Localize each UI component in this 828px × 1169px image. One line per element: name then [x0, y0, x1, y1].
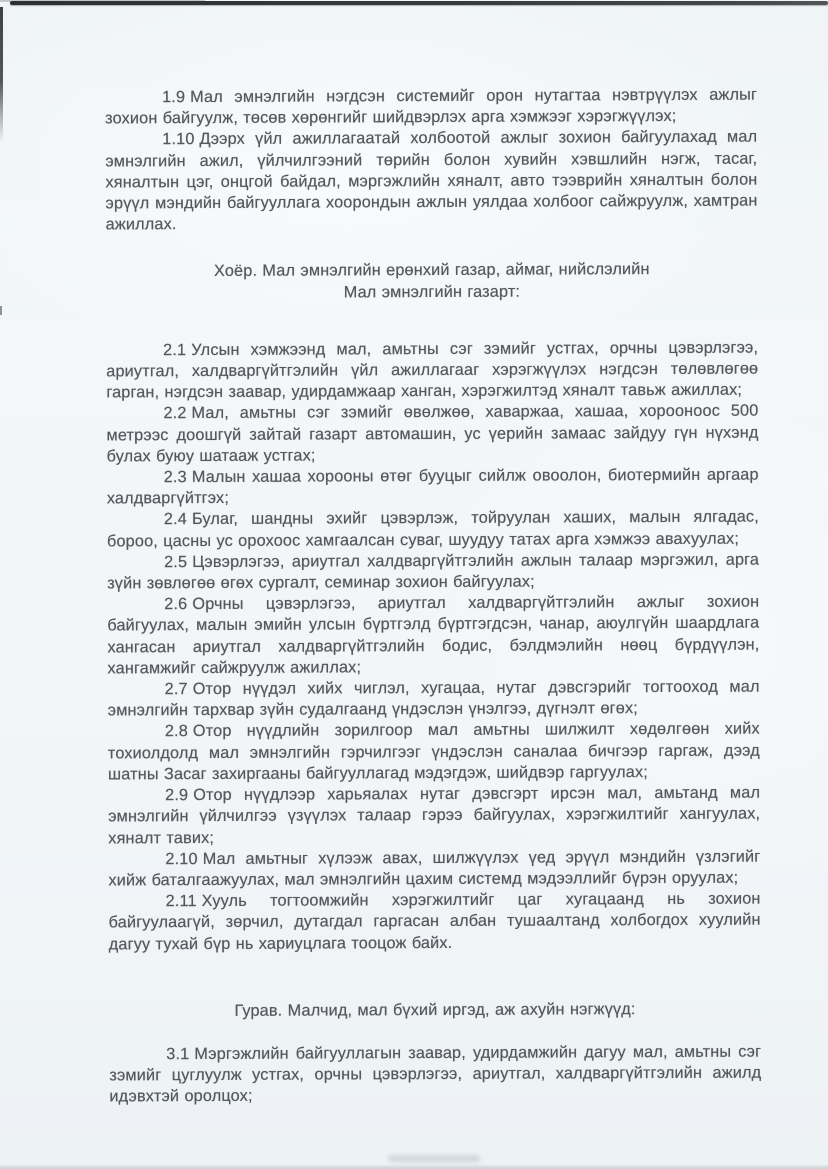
paragraph-2-6 — [107, 592, 759, 680]
clause-text-2-11: Хууль тогтоомжийн хэрэгжилтийг цаг хугацаанд нь зохион байгуулаагүй, зөрчил, дутагдал гаргасан албан тушаалтанд холбогдох хуулийн дагуу тухай бүр нь хариуцлага тооцож байх. — [108, 889, 761, 953]
paragraph-2-4 — [107, 507, 759, 552]
paragraph-1-10 — [105, 127, 757, 236]
clause-number-2-1: 2.1 — [163, 340, 187, 359]
paragraph-2-8 — [108, 719, 760, 785]
paragraph-2-11 — [109, 889, 761, 955]
clause-text-2-6: Орчны цэвэрлэгээ, ариутгал халдваргүйтгэлийн ажлыг зохион байгуулах, малын эмийн улсын бүртгэлд бүртгэгдсэн, чанар, аюулгүйн шаардлага хангасан ариутгал халдваргүйтгэлийн бодис, бэлдмэлийн нөөц бүрдүүлэн, хангамжийг сайжруулж ажиллах; — [107, 592, 760, 678]
clause-text-2-9: Отор нүүдлээр харьяалах нутаг дэвсгэрт ирсэн мал, амьтанд мал эмнэлгийн үйлчилгээ үзүүлэх талаар гэрээ байгуулах, хэрэгжилтийг хангуулах, хяналт тавих; — [108, 783, 761, 847]
clause-text-2-10: Мал амьтныг хүлээж авах, шилжүүлэх үед эрүүл мэндийн үзлэгийг хийж баталгаажуулах, мал эмнэлгийн цахим системд мэдээллийг бүрэн оруулах; — [108, 847, 761, 890]
paragraph-2-10 — [108, 846, 760, 891]
clause-number-2-6: 2.6 — [164, 595, 188, 614]
paragraph-3-1 — [109, 1041, 761, 1107]
clause-text-2-2: Мал, амьтны сэг зэмийг өвөлжөө, хаваржаа, хашаа, хорооноос 500 метрээс доошгүй зайтай газарт автомашин, ус үерийн замаас зайдуу гүн нүхэнд булах буюу шатааж устгах; — [106, 402, 759, 466]
scan-edge-left-tick — [0, 306, 2, 315]
clause-number-2-11: 2.11 — [165, 892, 197, 911]
document-content — [105, 85, 761, 1108]
clause-number-1-9: 1.9 — [162, 88, 186, 107]
scan-edge-bottom — [0, 1164, 828, 1169]
section-three-heading-line: Гурав. Малчид, мал бүхий иргэд, аж ахуйн нэгжүүд: — [234, 999, 636, 1020]
paragraph-2-9 — [108, 783, 760, 849]
paragraph-2-5 — [107, 549, 759, 594]
clause-number-2-8: 2.8 — [164, 722, 188, 741]
clause-number-2-4: 2.4 — [163, 510, 188, 529]
clause-number-2-10: 2.10 — [165, 849, 198, 868]
clause-number-2-7: 2.7 — [164, 680, 188, 699]
clause-text-2-1: Улсын хэмжээнд мал, амьтны сэг зэмийг устгах, орчны цэвэрлэгээ, ариутгал, халдваргүйтгэлийн үйл ажиллагааг хэрэгжүүлэх нэгдсэн төлөвлөгөө гарган, нэгдсэн заавар, удирдамжаар ханган, хэрэгжилтэд хяналт тавьж ажиллах; — [106, 338, 759, 402]
clause-text-1-9: Мал эмнэлгийн нэгдсэн системийг орон нутагтаа нэвтрүүлэх ажлыг зохион байгуулж, төсөв хөрөнгийг шийдвэрлэх арга хэмжээг хэрэгжүүлэх; — [105, 85, 758, 128]
paragraph-2-1 — [106, 337, 758, 403]
clause-number-3-1: 3.1 — [166, 1044, 190, 1064]
section-two-heading-line2: Мал эмнэлгийн газарт: — [343, 282, 521, 302]
clause-text-2-4: Булаг, шандны эхийг цэвэрлэж, тойруулан хаших, малын ялгадас, бороо, цасны ус орохоос хамгаалсан суваг, шуудуу татах арга хэмжээ авахуулах; — [106, 508, 759, 551]
paragraph-2-3 — [107, 465, 759, 510]
clause-number-2-9: 2.9 — [165, 786, 189, 805]
section-three-heading — [109, 998, 761, 1022]
clause-text-2-7: Отор нүүдэл хийх чиглэл, хугацаа, нутаг дэвсгэрийг тогтооход мал эмнэлгийн тархвар зүйн судалгаанд үндэслэн үнэлгээ, дүгнэлт өгөх; — [107, 677, 760, 720]
clause-text-3-1: Мэргэжлийн байгууллагын заавар, удирдамжийн дагуу мал, амьтны сэг зэмийг цуглуулж устгах, орчны цэвэрлэгээ, ариутгал, халдваргүйтгэлийн ажилд идэвхтэй оролцох; — [109, 1042, 762, 1106]
clause-number-2-3: 2.3 — [163, 468, 187, 487]
clause-number-1-10: 1.10 — [162, 130, 195, 149]
scan-edge-top — [10, 1, 828, 5]
scan-edge-left — [0, 7, 3, 142]
clause-text-2-8: Отор нүүдлийн зорилгоор мал амьтны шилжилт хөдөлгөөн хийх тохиолдолд мал эмнэлгийн гэрчилгээг үндэслэн саналаа бичгээр гаргаж, дээд шатны Засаг захиргааны байгууллагад мэдэгдэж, шийдвэр гаргуулах; — [107, 720, 760, 784]
section-two-heading-line1: Хоёр. Мал эмнэлгийн ерөнхий газар, аймаг, нийслэлийн — [213, 260, 650, 281]
clause-text-2-3: Малын хашаа хорооны өтөг бууцыг сийлж овоолон, биотермийн аргаар халдваргүйтгэх; — [106, 465, 759, 508]
clause-number-2-2: 2.2 — [163, 404, 187, 423]
paragraph-2-7 — [108, 677, 760, 722]
clause-text-2-5: Цэвэрлэгээ, ариутгал халдваргүйтгэлийн ажлын талаар мэргэжил, арга зүйн зөвлөгөө өгөх сургалт, семинар зохион байгуулах; — [107, 550, 760, 593]
scan-smudge — [388, 1155, 480, 1162]
paragraph-2-2 — [106, 401, 758, 467]
section-two-heading — [106, 259, 758, 304]
clause-number-2-5: 2.5 — [164, 552, 188, 572]
paragraph-1-9 — [105, 85, 757, 130]
clause-text-1-10: Дээрх үйл ажиллагаатай холбоотой ажлыг зохион байгуулахад мал эмнэлгийн ажил, үйлчилгээний төрийн болон хувийн хэвшлийн нэгж, тасаг, хяналтын цэг, онцгой байдал, мэргэжлийн хяналт, авто тээврийн хяналтын болон эрүүл мэндийн байгууллага хоорондын ажлын уялдаа холбоог сайжруулж, хамтран ажиллах. — [105, 127, 758, 234]
